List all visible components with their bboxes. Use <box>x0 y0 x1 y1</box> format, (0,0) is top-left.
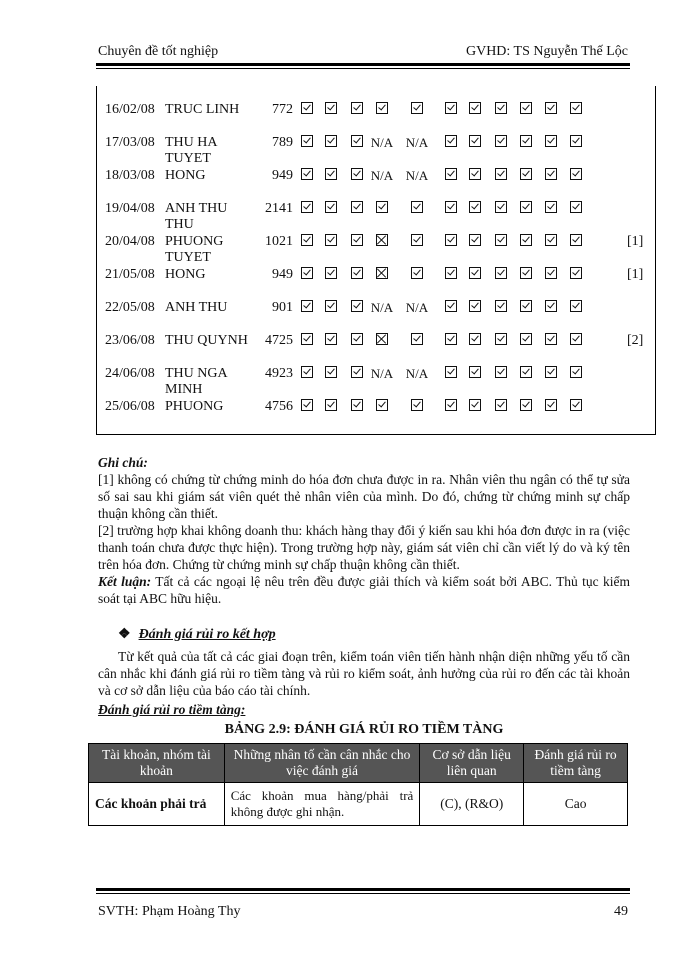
header-left: Chuyên đề tốt nghiệp <box>98 44 219 59</box>
row-date: 22/05/08 <box>105 300 155 315</box>
na-label: N/A <box>370 300 394 315</box>
footer-rule-thick <box>96 888 630 891</box>
row-number: 949 <box>272 168 293 183</box>
na-label: N/A <box>370 168 394 183</box>
crossed-box-icon <box>367 333 397 349</box>
cell-factor: Các khoản mua hàng/phải trả không được ghi nhận. <box>224 783 420 826</box>
table-row <box>97 102 655 136</box>
checked-box-icon <box>367 399 397 415</box>
header-factors: Những nhân tố cần cân nhắc cho việc đánh giá <box>224 744 420 783</box>
checked-box-icon <box>402 399 432 415</box>
checked-box-icon <box>561 300 591 316</box>
section-heading <box>118 626 276 643</box>
paragraph-text: Từ kết quả của tất cả các giai đoạn trên, kiểm toán viên tiến hành nhận diện những yếu tố cần cân nhắc khi đánh giá rủi ro tiềm tàng và rủi ro kiểm soát, ảnh hưởng của rủi ro đến các tài khoản và cơ sở dẫn liệu của báo cáo tài chính. <box>98 649 630 698</box>
table-row <box>97 201 655 235</box>
crossed-box-icon <box>367 267 397 283</box>
body-paragraph <box>98 648 630 699</box>
header-rule-thick <box>96 63 630 66</box>
header-assessment: Đánh giá rủi ro tiềm tàng <box>524 744 628 783</box>
table-row <box>97 366 655 400</box>
subheading: Đánh giá rủi ro tiềm tàng: <box>98 702 246 717</box>
row-number: 2141 <box>265 201 293 216</box>
checked-box-icon <box>561 201 591 217</box>
footer-rule-thin <box>96 893 630 894</box>
table-row <box>97 234 655 268</box>
header-account: Tài khoản, nhóm tài khoản <box>89 744 225 783</box>
row-date: 16/02/08 <box>105 102 155 117</box>
cell-assertion: (C), (R&O) <box>420 783 524 826</box>
page-header <box>98 40 628 62</box>
row-note-ref: [1] <box>627 267 644 282</box>
na-label: N/A <box>405 300 429 315</box>
checked-box-icon <box>561 267 591 283</box>
row-date: 18/03/08 <box>105 168 155 183</box>
row-number: 901 <box>272 300 293 315</box>
row-date: 21/05/08 <box>105 267 155 282</box>
conclusion <box>98 573 630 607</box>
row-name-line: MINH <box>165 382 203 397</box>
notes-block <box>98 454 630 607</box>
conclusion-label: Kết luận: <box>98 574 152 589</box>
page-number: 49 <box>614 904 628 919</box>
row-name-line: TUYET <box>165 250 211 265</box>
table-row <box>97 168 655 202</box>
row-note-ref: [2] <box>627 333 644 348</box>
checked-box-icon <box>561 102 591 118</box>
crossed-box-icon <box>367 234 397 250</box>
risk-table-header-row <box>89 744 628 783</box>
conclusion-text: Tất cả các ngoại lệ nêu trên đều được giải thích và kiểm soát bởi ABC. Thủ tục kiểm soát tại ABC hữu hiệu. <box>98 574 630 606</box>
cell-account: Các khoản phải trả <box>89 783 225 826</box>
row-name-line: PHUONG <box>165 399 224 414</box>
row-name-line: HONG <box>165 267 206 282</box>
row-name-line: TRUC LINH <box>165 102 240 117</box>
row-name-line: THU HA <box>165 135 218 150</box>
table-row <box>97 300 655 334</box>
na-label: N/A <box>370 366 394 381</box>
checked-box-icon <box>402 234 432 250</box>
checklist-panel <box>96 86 656 435</box>
checked-box-icon <box>402 102 432 118</box>
row-date: 25/06/08 <box>105 399 155 414</box>
row-number: 949 <box>272 267 293 282</box>
section-title: Đánh giá rủi ro kết hợp <box>138 627 276 642</box>
header-assertion: Cơ sở dẫn liệu liên quan <box>420 744 524 783</box>
checked-box-icon <box>402 333 432 349</box>
row-date: 20/04/08 <box>105 234 155 249</box>
checked-box-icon <box>561 168 591 184</box>
risk-table-title: BẢNG 2.9: ĐÁNH GIÁ RỦI RO TIỀM TÀNG <box>224 722 504 737</box>
row-date: 23/06/08 <box>105 333 155 348</box>
checked-box-icon <box>561 366 591 382</box>
checked-box-icon <box>402 201 432 217</box>
row-number: 1021 <box>265 234 293 249</box>
cell-assessment: Cao <box>524 783 628 826</box>
na-label: N/A <box>405 168 429 183</box>
notes-heading: Ghi chú: <box>98 455 148 470</box>
table-row <box>97 267 655 301</box>
note-1: [1] không có chứng từ chứng minh do hóa đơn chưa được in ra. Nhân viên thu ngân có thể tự sửa số sai sau khi giám sát viên quét thẻ nhân viên của mình. Do đó, chứng từ chứng minh sự chấp thuận không cần thiết. <box>98 472 630 521</box>
row-name-line: PHUONG <box>165 234 224 249</box>
checked-box-icon <box>561 399 591 415</box>
row-number: 789 <box>272 135 293 150</box>
row-number: 4923 <box>265 366 293 381</box>
risk-table <box>88 743 628 826</box>
na-label: N/A <box>405 366 429 381</box>
row-date: 19/04/08 <box>105 201 155 216</box>
note-2: [2] trường hợp khai không doanh thu: khách hàng thay đổi ý kiến sau khi hóa đơn được in ra (việc thanh toán chưa được thực hiện). Trong trường hợp này, giám sát viên chỉ cần viết lý do và ký tên trên hóa đơn. Chứng từ chứng minh sự chấp thuận không cần thiết. <box>98 523 630 572</box>
row-number: 772 <box>272 102 293 117</box>
row-date: 24/06/08 <box>105 366 155 381</box>
header-right: GVHD: TS Nguyễn Thế Lộc <box>465 44 628 59</box>
header-rule-thin <box>96 68 630 69</box>
diamond-bullet-icon: ❖ <box>118 627 131 642</box>
row-date: 17/03/08 <box>105 135 155 150</box>
row-name-line: TUYET <box>165 151 211 166</box>
na-label: N/A <box>405 135 429 150</box>
row-number: 4756 <box>265 399 293 414</box>
table-row <box>97 399 655 433</box>
table-row <box>97 333 655 367</box>
table-row <box>97 135 655 169</box>
row-name-line: ANH THU <box>165 300 228 315</box>
checked-box-icon <box>561 333 591 349</box>
row-name-line: THU NGA <box>165 366 228 381</box>
checked-box-icon <box>561 234 591 250</box>
table-row <box>89 783 628 826</box>
row-number: 4725 <box>265 333 293 348</box>
row-name-line: HONG <box>165 168 206 183</box>
na-label: N/A <box>370 135 394 150</box>
row-name-line: THU <box>165 217 194 232</box>
checked-box-icon <box>402 267 432 283</box>
row-name-line: THU QUYNH <box>165 333 248 348</box>
row-name-line: ANH THU <box>165 201 228 216</box>
row-note-ref: [1] <box>627 234 644 249</box>
footer-left: SVTH: Phạm Hoàng Thy <box>98 904 241 919</box>
checked-box-icon <box>367 201 397 217</box>
checked-box-icon <box>561 135 591 151</box>
checked-box-icon <box>367 102 397 118</box>
